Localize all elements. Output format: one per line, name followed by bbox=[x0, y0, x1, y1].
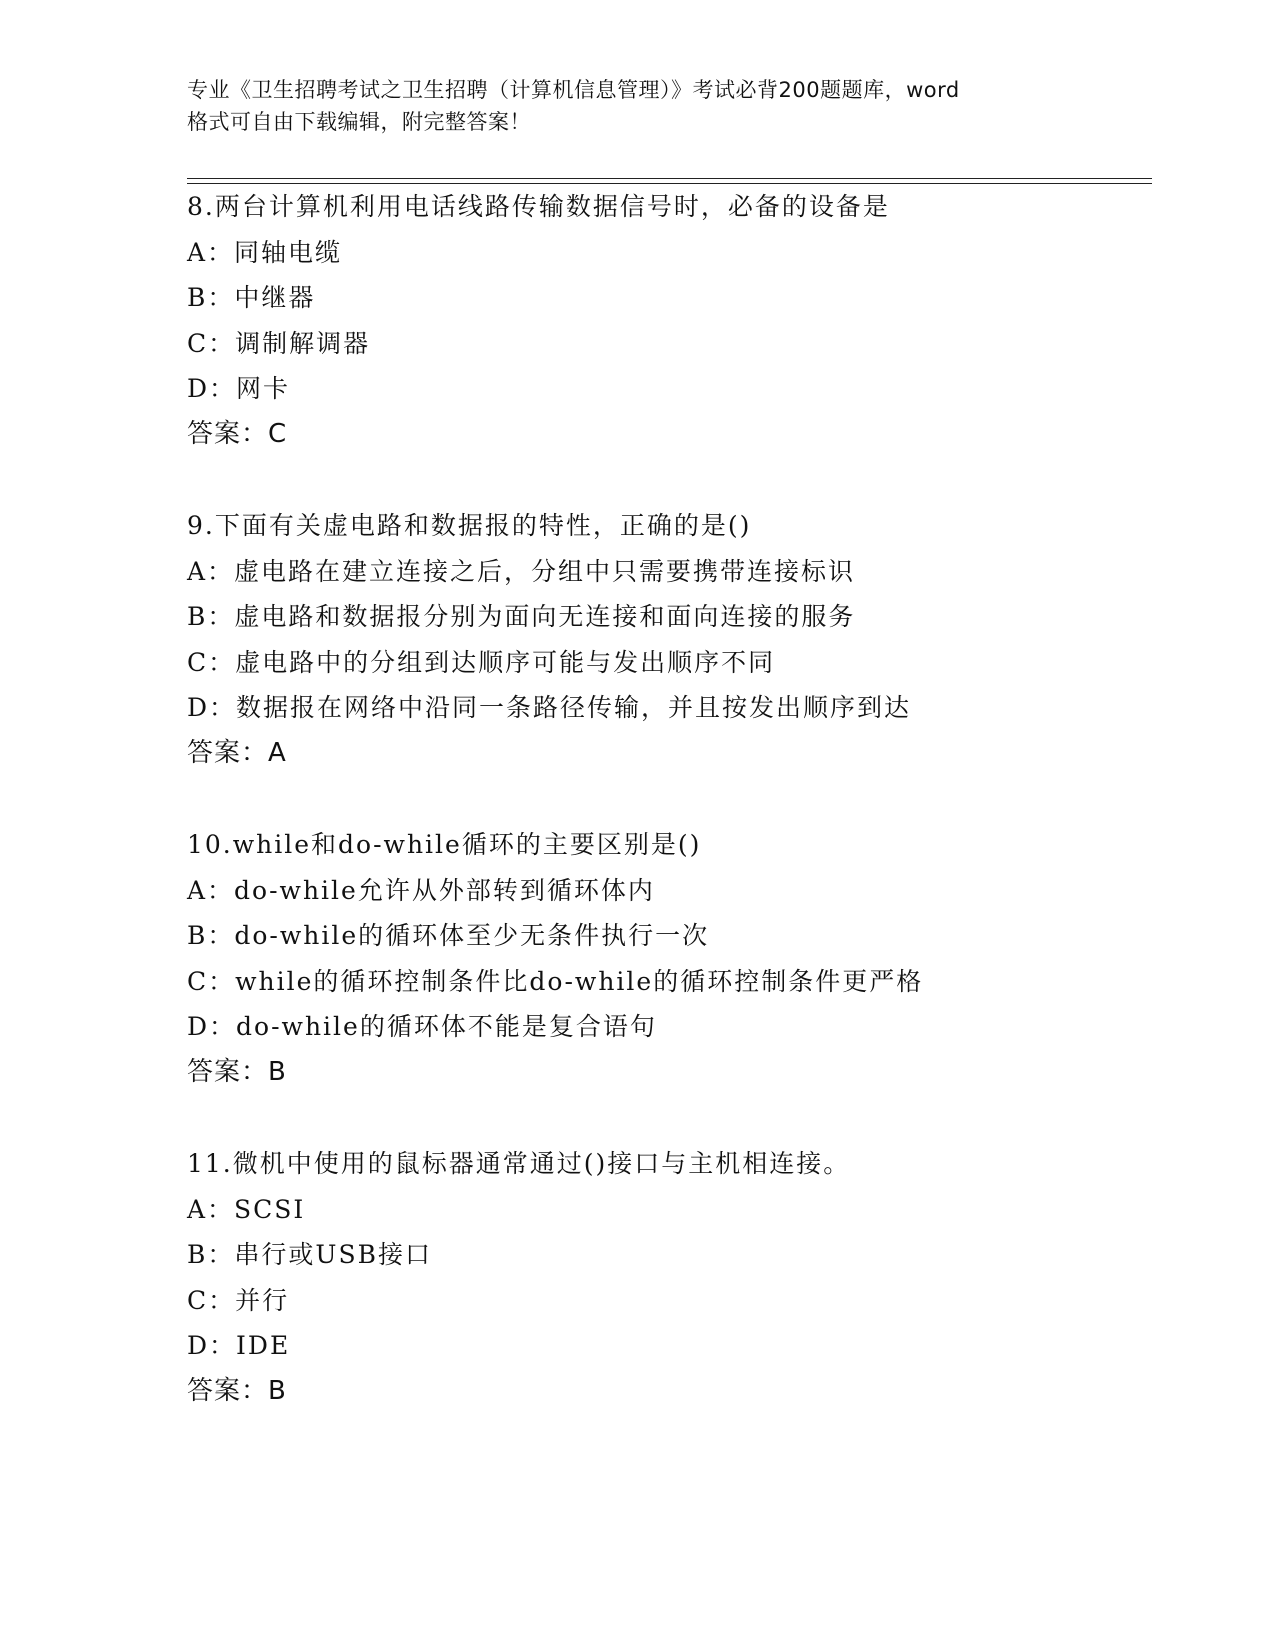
option-a: A：SCSI bbox=[187, 1194, 306, 1224]
answer-text: 答案：C bbox=[187, 418, 288, 449]
question-8 bbox=[187, 184, 1187, 457]
option-a: A：虚电路在建立连接之后，分组中只需要携带连接标识 bbox=[187, 556, 856, 586]
option-d: D：do-while的循环体不能是复合语句 bbox=[187, 1012, 657, 1041]
option-b: B：do-while的循环体至少无条件执行一次 bbox=[187, 921, 710, 950]
option-c: C：虚电路中的分组到达顺序可能与发出顺序不同 bbox=[187, 647, 776, 677]
option-d: D：网卡 bbox=[187, 374, 291, 403]
question-11 bbox=[187, 1141, 1187, 1414]
answer-text: 答案：B bbox=[187, 1056, 287, 1087]
header-line-2: 格式可自由下载编辑，附完整答案！ bbox=[187, 110, 531, 134]
question-stem: 11.微机中使用的鼠标器通常通过()接口与主机相连接。 bbox=[187, 1149, 851, 1178]
answer-text: 答案：B bbox=[187, 1375, 287, 1406]
question-stem: 10.while和do-while循环的主要区别是() bbox=[187, 830, 702, 859]
question-9 bbox=[187, 503, 1187, 776]
option-b: B：中继器 bbox=[187, 283, 316, 312]
question-stem: 8.两台计算机利用电话线路传输数据信号时，必备的设备是 bbox=[187, 192, 890, 221]
option-c: C：while的循环控制条件比do-while的循环控制条件更严格 bbox=[187, 966, 924, 996]
document-header bbox=[187, 74, 1087, 138]
option-a: A：同轴电缆 bbox=[187, 237, 343, 267]
header-divider-top bbox=[187, 178, 1152, 179]
option-c: C：调制解调器 bbox=[187, 328, 371, 358]
option-a: A：do-while允许从外部转到循环体内 bbox=[187, 875, 655, 905]
option-b: B：串行或USB接口 bbox=[187, 1240, 432, 1269]
header-line-1: 专业《卫生招聘考试之卫生招聘（计算机信息管理）》考试必背200题题库，word bbox=[187, 78, 960, 102]
option-d: D：IDE bbox=[187, 1331, 291, 1360]
option-d: D：数据报在网络中沿同一条路径传输，并且按发出顺序到达 bbox=[187, 693, 912, 722]
option-c: C：并行 bbox=[187, 1285, 290, 1315]
question-stem: 9.下面有关虚电路和数据报的特性，正确的是() bbox=[187, 511, 752, 540]
answer-text: 答案：A bbox=[187, 737, 287, 768]
question-10 bbox=[187, 822, 1187, 1095]
option-b: B：虚电路和数据报分别为面向无连接和面向连接的服务 bbox=[187, 602, 856, 631]
